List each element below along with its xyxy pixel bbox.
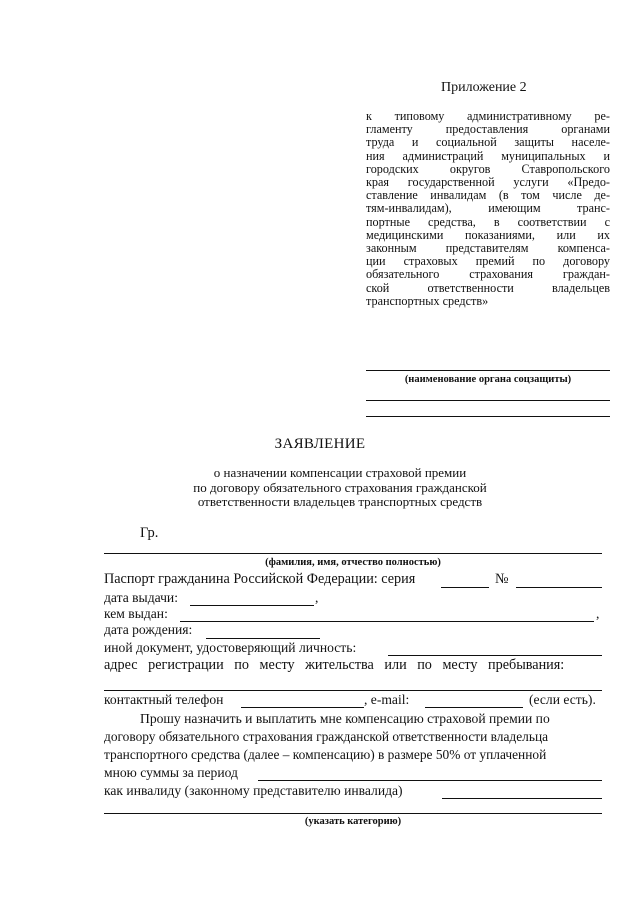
org-address-line-2[interactable] bbox=[366, 416, 610, 417]
full-name-field[interactable] bbox=[104, 553, 602, 554]
passport-number-field[interactable] bbox=[516, 587, 602, 588]
regulation-line: гламенту предоставления органами bbox=[366, 122, 610, 137]
passport-label: Паспорт гражданина Российской Федерации: серия bbox=[104, 571, 416, 587]
regulation-line: ской ответственности владельцев bbox=[366, 280, 610, 295]
phone-field[interactable] bbox=[241, 707, 364, 708]
appendix-title: Приложение 2 bbox=[441, 80, 527, 95]
other-document-field[interactable] bbox=[388, 655, 602, 656]
regulation-line: медицинскими показаниями, или их bbox=[366, 227, 610, 242]
request-line: договору обязательного страхования гражданской ответственности владельца bbox=[104, 729, 549, 744]
regulation-line: портные средства, в соответствии с bbox=[366, 214, 610, 229]
as-disabled-field[interactable] bbox=[442, 798, 602, 799]
phone-label: контактный телефон bbox=[104, 692, 224, 707]
regulation-line: транспортных средств» bbox=[366, 293, 489, 308]
as-disabled-label: как инвалиду (законному представителю инвалида) bbox=[104, 783, 403, 798]
document-subtitle bbox=[160, 466, 520, 510]
birth-date-field[interactable] bbox=[206, 638, 320, 639]
subtitle-line: по договору обязательного страхования гражданской bbox=[193, 479, 487, 495]
full-name-caption: (фамилия, имя, отчество полностью) bbox=[265, 557, 441, 568]
issue-date-label: дата выдачи: bbox=[104, 590, 178, 605]
regulation-line: тям-инвалидам), имеющим транс- bbox=[366, 201, 610, 216]
regulation-line: ставление инвалидам (в том числе де- bbox=[366, 188, 610, 203]
period-label: мною суммы за период bbox=[104, 765, 238, 780]
issued-by-comma: , bbox=[596, 606, 600, 621]
if-any-note: (если есть). bbox=[529, 692, 596, 707]
email-label: , e-mail: bbox=[364, 692, 410, 707]
regulation-line: ния администраций муниципальных и bbox=[366, 148, 610, 163]
category-field[interactable] bbox=[104, 813, 602, 814]
address-label: адрес регистрации по месту жительства или по месту пребывания: bbox=[104, 657, 565, 673]
regulation-line: городских округов Ставропольского bbox=[366, 161, 610, 176]
request-line: транспортного средства (далее – компенсацию) в размере 50% от уплаченной bbox=[104, 747, 547, 762]
document-title: ЗАЯВЛЕНИЕ bbox=[274, 436, 366, 452]
issued-by-field[interactable] bbox=[180, 621, 594, 622]
issue-date-comma: , bbox=[315, 590, 319, 605]
regulation-line: законным представителям компенса- bbox=[366, 241, 610, 256]
other-document-label: иной документ, удостоверяющий личность: bbox=[104, 640, 357, 655]
passport-series-field[interactable] bbox=[441, 587, 489, 588]
period-field[interactable] bbox=[258, 780, 602, 781]
org-name-caption: (наименование органа соцзащиты) bbox=[404, 374, 572, 385]
issued-by-label: кем выдан: bbox=[104, 606, 168, 621]
regulation-line: обязательного страхования граждан- bbox=[366, 267, 610, 282]
issue-date-field[interactable] bbox=[190, 605, 314, 606]
subtitle-line: ответственности владельцев транспортных средств bbox=[197, 494, 483, 509]
citizen-prefix: Гр. bbox=[140, 525, 159, 541]
category-caption: (указать категорию) bbox=[304, 816, 402, 827]
org-name-line[interactable] bbox=[366, 370, 610, 371]
email-field[interactable] bbox=[425, 707, 523, 708]
request-line: Прошу назначить и выплатить мне компенсацию страховой премии по bbox=[140, 711, 550, 726]
regulation-line: ции страховых премий по договору bbox=[366, 254, 610, 269]
regulation-reference bbox=[366, 110, 610, 308]
birth-date-label: дата рождения: bbox=[104, 622, 193, 637]
subtitle-line: о назначении компенсации страховой премии bbox=[213, 465, 467, 480]
number-sign: № bbox=[495, 571, 509, 587]
org-address-line-1[interactable] bbox=[366, 400, 610, 401]
address-field[interactable] bbox=[104, 690, 602, 691]
regulation-line: к типовому административному ре- bbox=[366, 109, 610, 123]
regulation-line: труда и социальной защиты населе- bbox=[366, 135, 610, 150]
regulation-line: края государственной услуги «Предо- bbox=[366, 175, 610, 190]
